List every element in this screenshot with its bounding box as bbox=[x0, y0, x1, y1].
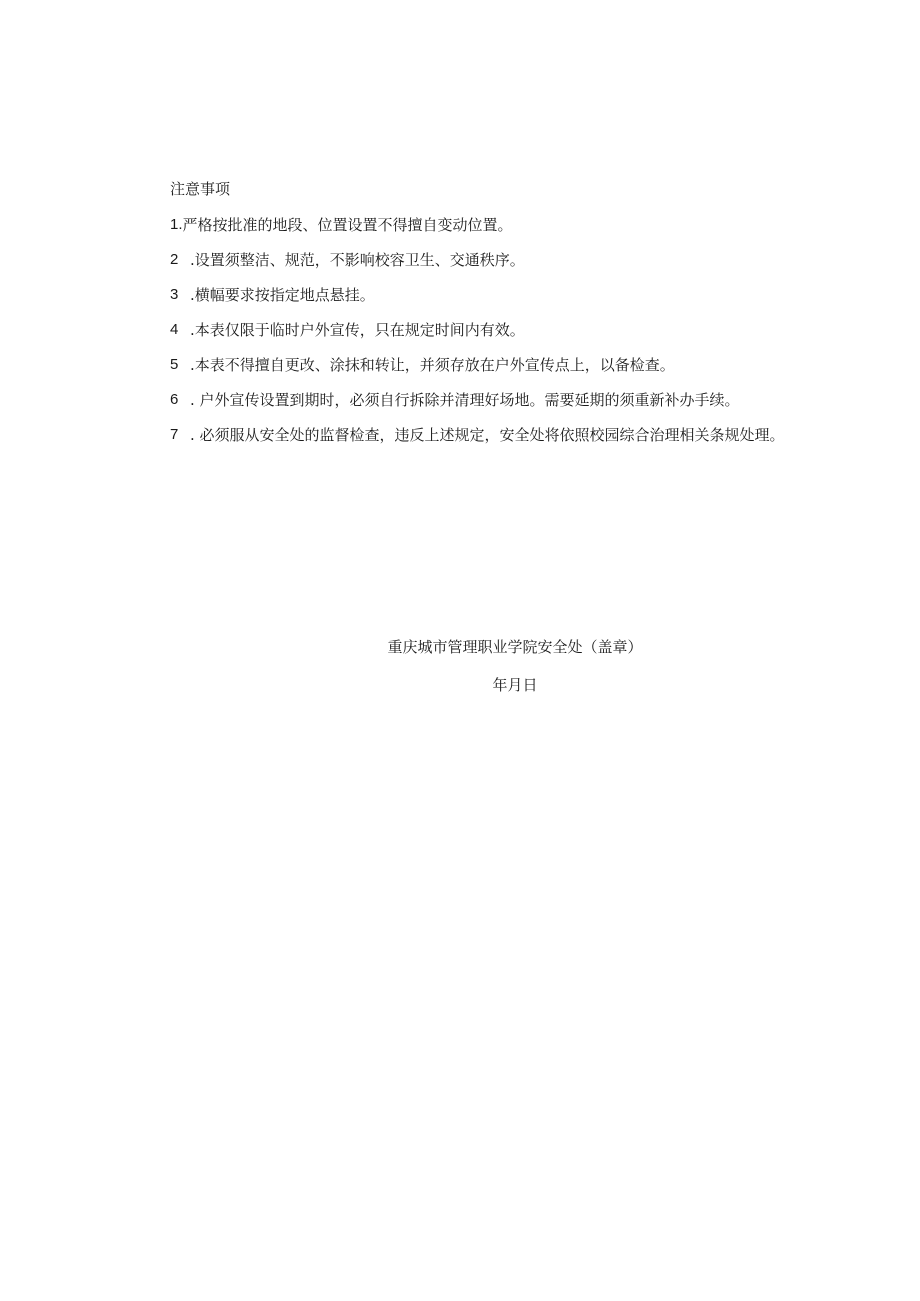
note-item bbox=[170, 212, 830, 238]
note-item bbox=[170, 422, 830, 453]
note-text: .本表不得擅自更改、涂抹和转让，并须存放在户外宣传点上，以备检查。 bbox=[190, 356, 675, 374]
note-number: 6 bbox=[170, 391, 179, 408]
note-text: . 户外宣传设置到期时，必须自行拆除并清理好场地。需要延期的须重新补办手续。 bbox=[190, 391, 740, 409]
note-text: .本表仅限于临时户外宣传，只在规定时间内有效。 bbox=[190, 321, 525, 339]
note-number: 1. bbox=[170, 216, 183, 233]
note-number: 4 bbox=[170, 321, 179, 338]
notes-section bbox=[170, 176, 830, 462]
signature-date: 年月日 bbox=[492, 676, 538, 694]
note-number: 7 bbox=[170, 426, 179, 443]
note-text: .横幅要求按指定地点悬挂。 bbox=[190, 286, 375, 304]
note-item bbox=[170, 282, 830, 308]
note-text: .设置须整洁、规范，不影响校容卫生、交通秩序。 bbox=[190, 251, 525, 269]
note-item bbox=[170, 247, 830, 273]
note-number: 3 bbox=[170, 286, 179, 303]
note-text: 严格按批准的地段、位置设置不得擅自变动位置。 bbox=[182, 216, 513, 234]
notes-title: 注意事项 bbox=[170, 180, 231, 198]
note-item bbox=[170, 352, 830, 378]
note-text: . 必须服从安全处的监督检查，违反上述规定，安全处将依照校园综合治理相关条规处理。 bbox=[190, 426, 785, 444]
note-number: 2 bbox=[170, 251, 179, 268]
note-item bbox=[170, 387, 830, 413]
note-number: 5 bbox=[170, 356, 179, 373]
note-item bbox=[170, 317, 830, 343]
issuing-organization: 重庆城市管理职业学院安全处（盖章） bbox=[387, 638, 643, 656]
